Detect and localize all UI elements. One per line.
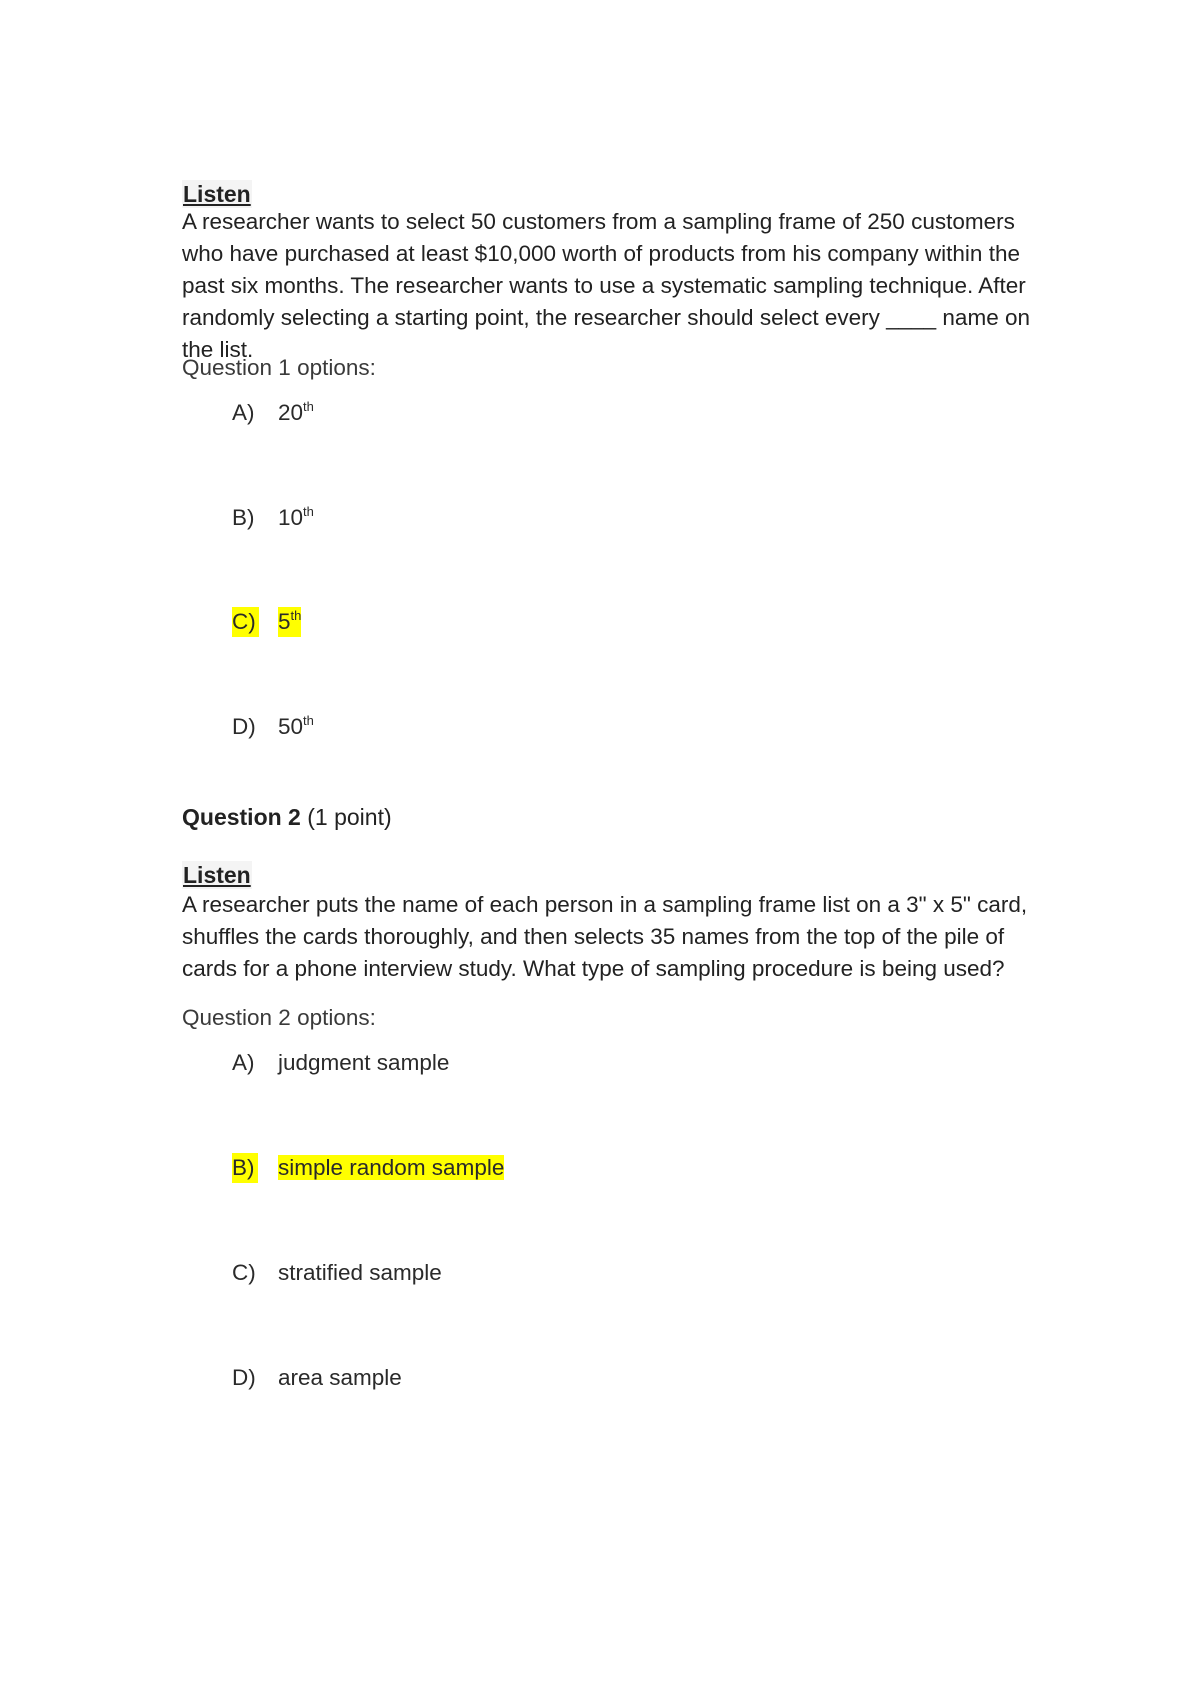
q1-option-a-value: 20 <box>278 400 304 425</box>
q2-option-a[interactable] <box>232 1048 449 1078</box>
q2-heading <box>182 802 392 832</box>
q2-option-d[interactable] <box>232 1363 402 1393</box>
q1-option-a[interactable] <box>232 398 314 428</box>
q2-option-b-value: simple random sample <box>278 1155 505 1180</box>
q2-points: (1 point) <box>307 804 392 830</box>
q2-options-label: Question 2 options: <box>182 1005 376 1030</box>
q2-option-a-letter: A) <box>232 1050 255 1075</box>
q2-title: Question 2 <box>182 804 301 830</box>
q1-options-label: Question 1 options: <box>182 355 376 380</box>
q1-question-text: A researcher wants to select 50 customers from a sampling frame of 250 customers who have purchased at least $10,000 worth of products from his company within the past six months. The researcher wants to use a systematic sampling technique. After randomly selecting a starting point, the researcher should select every ____ name on the list. <box>182 209 1030 362</box>
q2-option-b-letter: B) <box>232 1153 258 1183</box>
q2-option-c[interactable] <box>232 1258 442 1288</box>
q1-option-b-suffix: th <box>303 504 314 519</box>
q2-listen-link[interactable]: Listen <box>183 862 251 888</box>
q1-option-c-highlight <box>278 607 301 637</box>
q1-option-d-suffix: th <box>303 713 314 728</box>
q1-option-c-selected[interactable] <box>232 607 301 637</box>
q2-option-a-value: judgment sample <box>278 1050 450 1075</box>
q1-option-d-letter: D) <box>232 714 256 739</box>
q2-option-c-value: stratified sample <box>278 1260 442 1285</box>
q1-option-b-value: 10 <box>278 505 304 530</box>
q1-option-c-value: 5 <box>278 609 291 634</box>
q1-option-b[interactable] <box>232 503 314 533</box>
q2-option-d-letter: D) <box>232 1365 256 1390</box>
q2-option-d-value: area sample <box>278 1365 402 1390</box>
q1-option-b-letter: B) <box>232 505 255 530</box>
q2-option-b-selected[interactable] <box>232 1153 504 1183</box>
q2-question-text: A researcher puts the name of each person in a sampling frame list on a 3" x 5" card, shuffles the cards thoroughly, and then selects 35 names from the top of the pile of cards for a phone interview study. What type of sampling procedure is being used? <box>182 892 1028 981</box>
q1-option-d[interactable] <box>232 712 314 742</box>
q1-listen-link[interactable]: Listen <box>183 181 251 207</box>
q1-option-c-suffix: th <box>290 608 302 623</box>
q1-option-c-letter: C) <box>232 607 259 637</box>
q1-option-a-suffix: th <box>303 399 314 414</box>
q2-option-c-letter: C) <box>232 1260 256 1285</box>
q1-option-d-value: 50 <box>278 714 304 739</box>
q1-option-a-letter: A) <box>232 400 255 425</box>
